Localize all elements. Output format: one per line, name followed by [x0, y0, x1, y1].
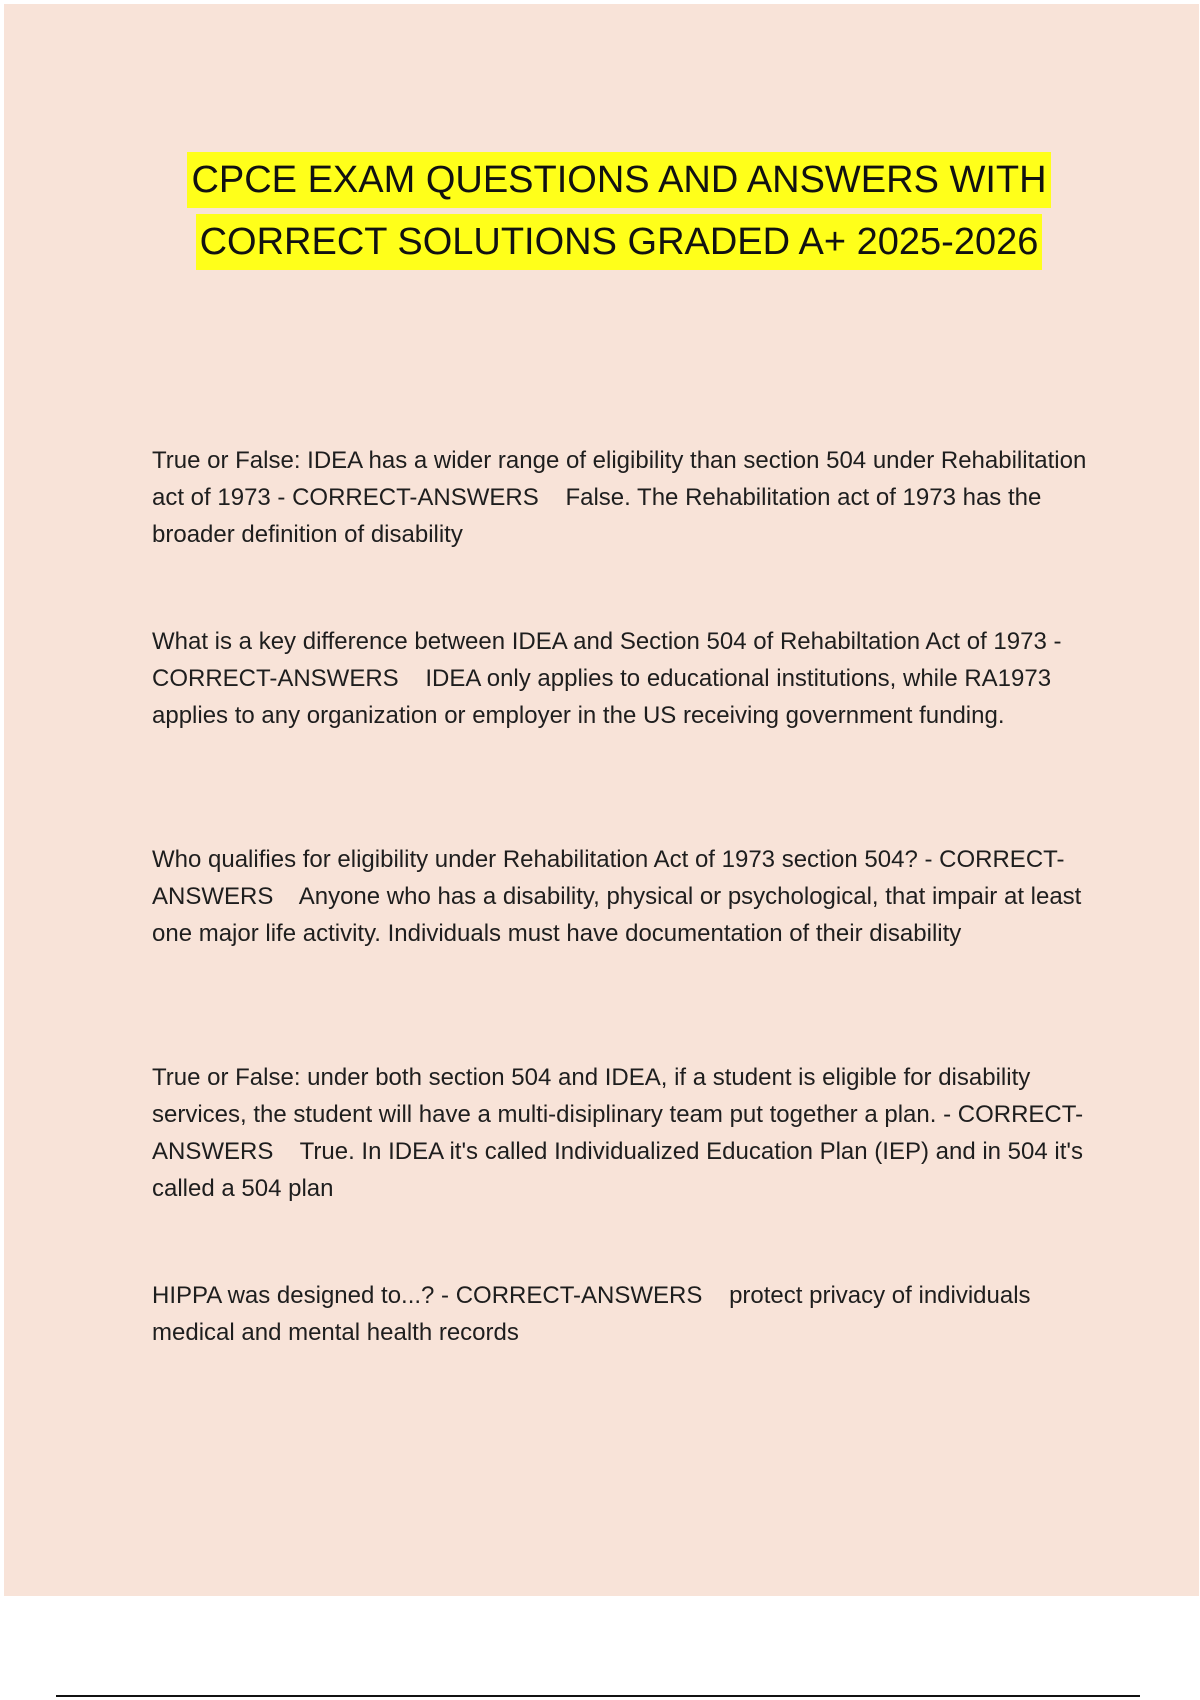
title-line-2: CORRECT SOLUTIONS GRADED A+ 2025-2026 [196, 214, 1043, 270]
title-line-1: CPCE EXAM QUESTIONS AND ANSWERS WITH [187, 152, 1050, 208]
qa-entry-1 [152, 442, 1092, 553]
question-text: What is a key difference between IDEA and Section 504 of Rehabiltation Act of 1973 - [152, 628, 1062, 655]
answer-marker: CORRECT-ANSWERS [152, 665, 399, 692]
answer-marker: CORRECT-ANSWERS [152, 846, 1065, 910]
question-text: True or False: IDEA has a wider range of eligibility than section 504 under Rehabilitation act of 1973 - [152, 447, 1093, 511]
qa-entry-4 [152, 1059, 1092, 1207]
qa-entry-2 [152, 623, 1092, 734]
answer-text: IDEA only applies to educational institutions, while RA1973 applies to any organization or employer in the US receiving government funding. [152, 665, 1058, 729]
footer-rule [56, 1695, 1140, 1697]
qa-entry-5 [152, 1277, 1092, 1351]
page-sheet [4, 4, 1199, 1596]
answer-text: Anyone who has a disability, physical or psychological, that impair at least one major life activity. Individuals must have documentation of their disability [152, 883, 1089, 947]
answer-text: False. The Rehabilitation act of 1973 has the broader definition of disability [152, 484, 1048, 548]
question-text: HIPPA was designed to...? - [152, 1282, 450, 1309]
answer-marker: CORRECT-ANSWERS [455, 1282, 703, 1309]
qa-entry-3 [152, 841, 1092, 952]
answer-marker: CORRECT-ANSWERS [292, 484, 539, 511]
question-text: True or False: under both section 504 and IDEA, if a student is eligible for disability services, the student will have a multi-disiplinary team put together a plan. - [152, 1064, 1037, 1128]
question-text: Who qualifies for eligibility under Rehabilitation Act of 1973 section 504? - [152, 846, 933, 873]
answer-text: True. In IDEA it's called Individualized Education Plan (IEP) and in 504 it's called a 504 plan [152, 1138, 1090, 1202]
document-title [4, 152, 1200, 276]
answer-marker: CORRECT-ANSWERS [152, 1101, 1084, 1165]
answer-text: protect privacy of individuals medical and mental health records [152, 1282, 1038, 1346]
